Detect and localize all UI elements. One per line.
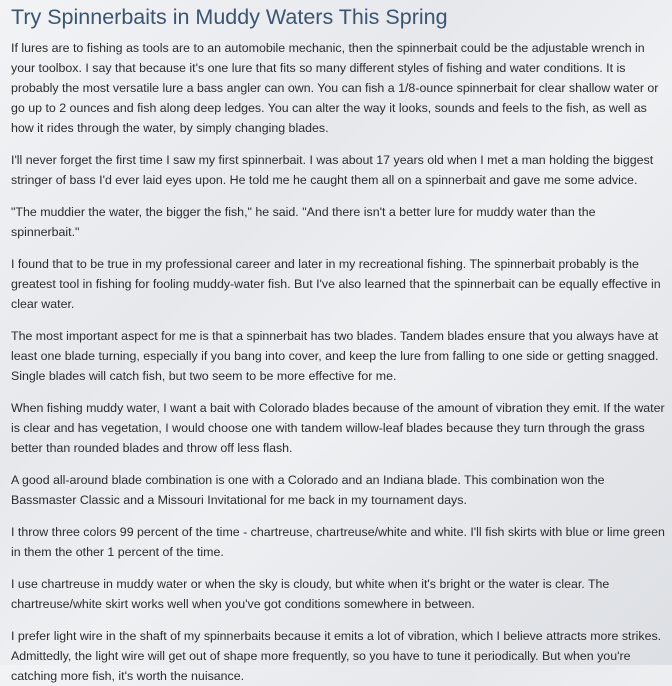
- article-title: Try Spinnerbaits in Muddy Waters This Spring: [11, 5, 448, 29]
- article-paragraph-8: I throw three colors 99 percent of the time - chartreuse, chartreuse/white and white. I'll fish skirts with blue or lime green in them the other 1 percent of the time.: [11, 525, 665, 559]
- article-paragraph-9: I use chartreuse in muddy water or when the sky is cloudy, but white when it's bright or the water is clear. The chartreuse/white skirt works well when you've got conditions somewhere in between.: [11, 577, 610, 611]
- article-paragraph-4: I found that to be true in my professional career and later in my recreational fishing. The spinnerbait probably is the greatest tool in fishing for fooling muddy-water fish. But I've also learned that the spinnerbait can be equally effective in clear water.: [11, 257, 661, 311]
- article-paragraph-2: I'll never forget the first time I saw my first spinnerbait. I was about 17 years old when I met a man holding the biggest stringer of bass I'd ever laid eyes upon. He told me he caught them all on a spinnerbait and gave me some advice.: [11, 153, 654, 187]
- article-paragraph-7: A good all-around blade combination is one with a Colorado and an Indiana blade. This combination won the Bassmaster Classic and a Missouri Invitational for me back in my tournament days.: [11, 473, 605, 507]
- article-paragraph-1: If lures are to fishing as tools are to an automobile mechanic, then the spinnerbait could be the adjustable wrench in your toolbox. I say that because it's one lure that fits so many different styles of fishing and water conditions. It is probably the most versatile lure a bass angler can own. You can fish a 1/8-ounce spinnerbait for clear shallow water or go up to 2 ounces and fish along deep ledges. You can alter the way it looks, sounds and feels to the fish, as well as how it rides through the water, by simply changing blades.: [11, 41, 659, 135]
- article-paragraph-5: The most important aspect for me is that a spinnerbait has two blades. Tandem blades ensure that you always have at least one blade turning, especially if you bang into cover, and keep the lure from falling to one side or getting snagged. Single blades will catch fish, but two seem to be more effective for me.: [11, 329, 659, 383]
- article-paragraph-3: "The muddier the water, the bigger the fish," he said. "And there isn't a better lure for muddy water than the spinnerbait.": [11, 205, 596, 239]
- article-paragraph-6: When fishing muddy water, I want a bait with Colorado blades because of the amount of vibration they emit. If the water is clear and has vegetation, I would choose one with tandem willow-leaf blades because they turn through the grass better than rounded blades and throw off less flash.: [11, 401, 665, 455]
- article-paragraph-10: I prefer light wire in the shaft of my spinnerbaits because it emits a lot of vibration, which I believe attracts more strikes. Admittedly, the light wire will get out of shape more frequently, so you have to tune it periodically. But when you're catching more fish, it's worth the nuisance.: [11, 629, 662, 683]
